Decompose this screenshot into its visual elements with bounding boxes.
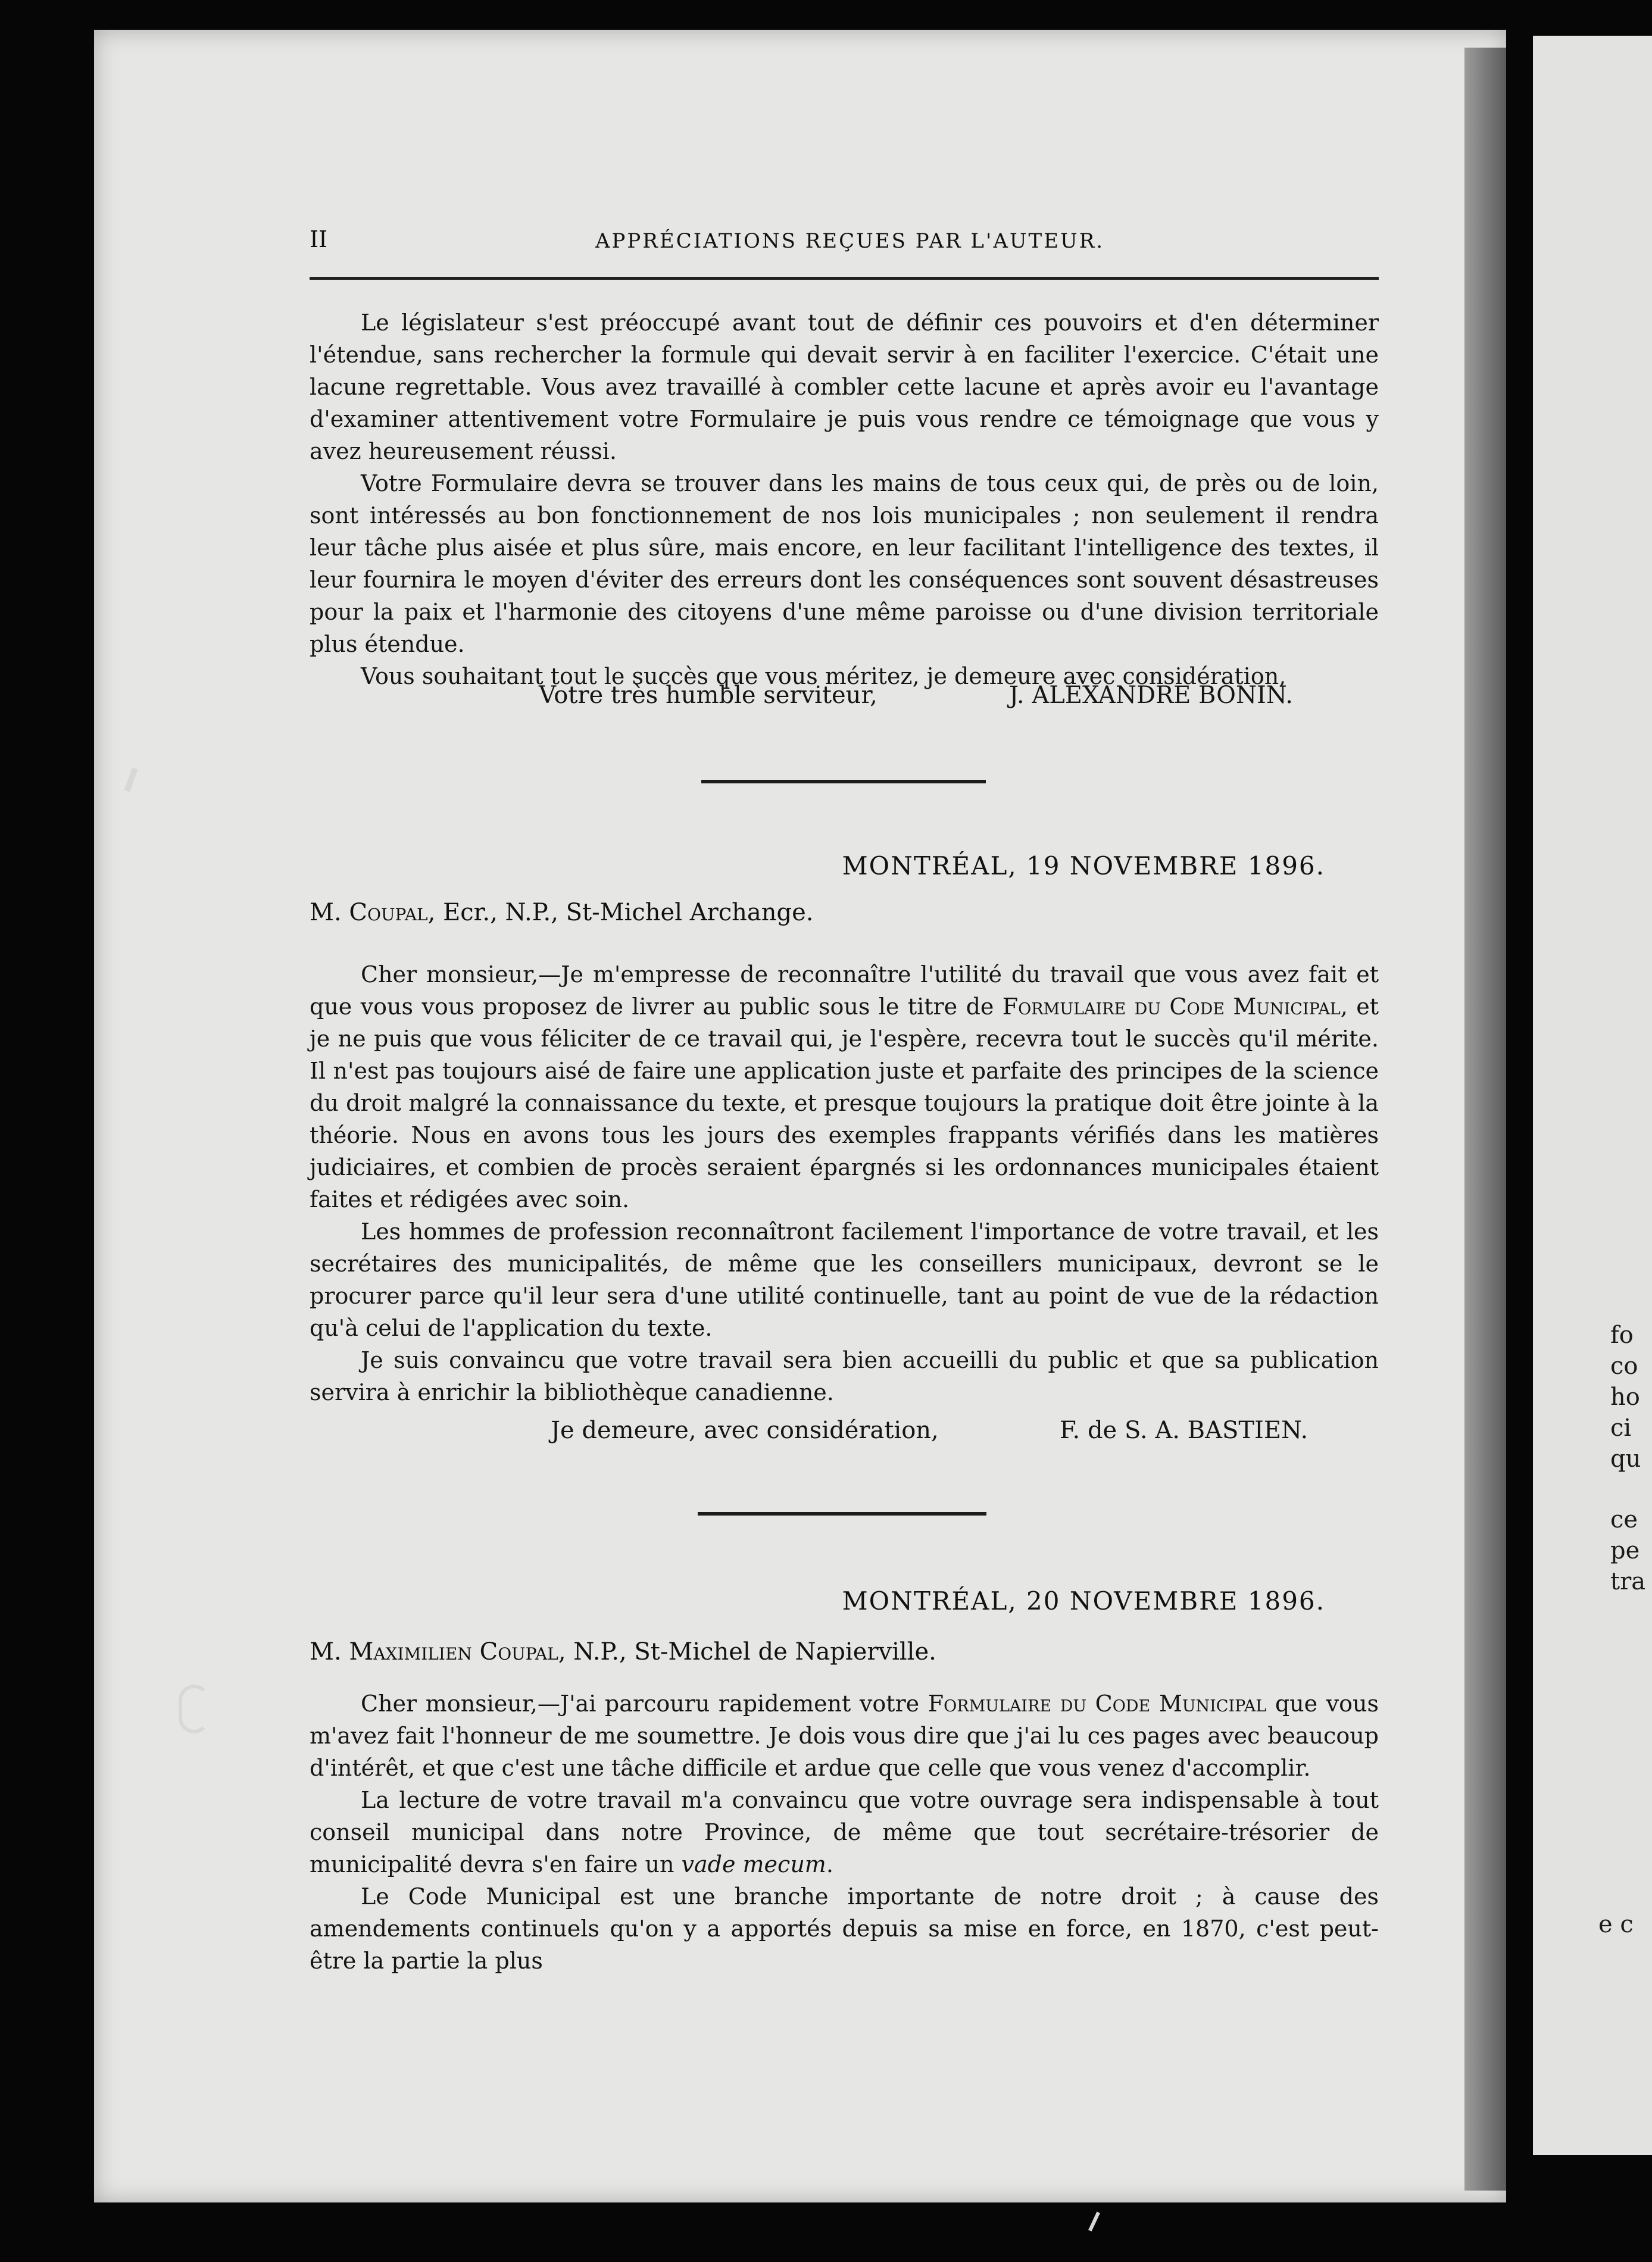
adjacent-page-fragment: ci xyxy=(1610,1414,1632,1442)
paragraph: Vous souhaitant tout le succès que vous méritez, je demeure avec considération, xyxy=(361,663,1286,689)
letter2-dateline-row xyxy=(310,851,1325,887)
header-rule xyxy=(310,277,1379,280)
letter2-closing: Je demeure, avec considération, xyxy=(551,1417,939,1444)
adjacent-page-fragment: pe xyxy=(1610,1537,1640,1564)
addressee-details: , N.P., St-Michel de Napierville. xyxy=(558,1638,936,1666)
adjacent-page-fragment: ce xyxy=(1610,1506,1638,1533)
letter2-body xyxy=(310,958,1379,1408)
letter1-body xyxy=(310,307,1379,692)
paragraph xyxy=(310,1688,1379,1784)
letter2-addressee xyxy=(310,899,814,926)
separator-rule xyxy=(701,780,986,783)
letter2-dateline: MONTRÉAL, 19 NOVEMBRE 1896. xyxy=(842,851,1325,880)
paragraph: Je suis convaincu que votre travail sera bien accueilli du public et que sa publication servira à enrichir la bibliothèque canadienne. xyxy=(310,1347,1379,1405)
page-number: II xyxy=(310,226,328,252)
text-run: Cher monsieur,—Je m'empresse de reconnaître l'utilité du travail que vous avez fait et que vous vous proposez de livrer au public sous le titre de xyxy=(310,961,1379,1020)
italic-term: vade mecum xyxy=(681,1851,826,1877)
text-run: . xyxy=(826,1851,833,1877)
text-run: que vous m'avez fait l'honneur de me soumettre. Je dois vous dire que j'ai lu ces pages avec beaucoup d'intérêt, et que c'est une tâche difficile et ardue que celle que vous venez d'accomplir. xyxy=(310,1691,1379,1781)
separator-rule xyxy=(698,1512,986,1516)
page-edge-shadow xyxy=(1464,48,1506,2191)
adjacent-page xyxy=(1533,36,1652,2155)
adjacent-page-fragment: e c xyxy=(1598,1911,1634,1938)
addressee-details: , Ecr., N.P., St-Michel Archange. xyxy=(427,899,814,926)
paragraph: Les hommes de profession reconnaîtront facilement l'importance de votre travail, et les secrétaires des municipalités, de même que les conseillers municipaux, devront se le procurer parce qu'il leur sera d'une utilité continuelle, tant au point de vue de la rédaction qu'à celui de l'application du texte. xyxy=(310,1219,1379,1341)
paragraph: Votre Formulaire devra se trouver dans les mains de tous ceux qui, de près ou de loin, sont intéressés au bon fonctionnement de nos lois municipales ; non seulement il rendra leur tâche plus aisée et plus sûre, mais encore, en leur facilitant l'intelligence des textes, il leur fournira le moyen d'éviter des erreurs dont les conséquences sont souvent désastreuses pour la paix et l'harmonie des citoyens d'une même paroisse ou d'une division territoriale plus étendue. xyxy=(310,470,1379,657)
addressee-name: Maximilien Coupal xyxy=(349,1638,558,1666)
paragraph: Le législateur s'est préoccupé avant tout de définir ces pouvoirs et d'en déterminer l'étendue, sans rechercher la formule qui devait servir à en faciliter l'exercice. C'était une lacune regrettable. Vous avez travaillé à combler cette lacune et après avoir eu l'avantage d'examiner attentivement votre Formulaire je puis vous rendre ce témoignage que vous y avez heureusement réussi. xyxy=(310,310,1379,464)
letter3-dateline: MONTRÉAL, 20 NOVEMBRE 1896. xyxy=(842,1586,1325,1616)
letter3-dateline-row xyxy=(310,1586,1325,1622)
adjacent-page-fragment: ho xyxy=(1610,1383,1640,1411)
text-run: , et je ne puis que vous féliciter de ce travail qui, je l'espère, recevra tout le succès qu'il mérite. Il n'est pas toujours aisé de faire une application juste et parfaite des principes de la science du droit malgré la connaissance du texte, et presque toujours la pratique doit être jointe à la théorie. Nous en avons tous les jours des exemples frappants vérifiés dans les matières judiciaires, et combien de procès seraient épargnés si les ordonnances municipales étaient faites et rédigées avec soin. xyxy=(310,993,1379,1213)
paragraph xyxy=(310,958,1379,1216)
adjacent-page-fragment: tra xyxy=(1610,1568,1646,1595)
running-head-title: APPRÉCIATIONS REÇUES PAR L'AUTEUR. xyxy=(595,229,1105,253)
addressee-name: Coupal xyxy=(349,899,428,926)
scan-speck xyxy=(1088,2211,1100,2231)
book-title: Formulaire du Code Municipal xyxy=(1002,993,1341,1020)
letter1-signature: J. ALEXANDRE BONIN. xyxy=(1009,682,1293,709)
scan-speck xyxy=(179,1685,210,1733)
text-run: La lecture de votre travail m'a convaincu que votre ouvrage sera indispensable à tout conseil municipal dans notre Province, de même que tout secrétaire-trésorier de municipalité devra s'en faire un xyxy=(310,1787,1379,1877)
letter1-closing: Votre très humble serviteur, xyxy=(539,682,877,709)
letter2-signature: F. de S. A. BASTIEN. xyxy=(1060,1417,1309,1444)
addressee-prefix: M. xyxy=(310,1638,342,1666)
adjacent-page-fragment: co xyxy=(1610,1352,1638,1380)
letter3-body xyxy=(310,1688,1379,1977)
book-title: Formulaire du Code Municipal xyxy=(928,1691,1267,1717)
adjacent-page-fragment: qu xyxy=(1610,1445,1641,1473)
addressee-prefix: M. xyxy=(310,899,342,926)
text-run: Cher monsieur,—J'ai parcouru rapidement votre xyxy=(361,1691,928,1717)
adjacent-page-fragment: fo xyxy=(1610,1321,1634,1349)
letter3-addressee xyxy=(310,1638,936,1666)
paragraph: Le Code Municipal est une branche importante de notre droit ; à cause des amendements continuels qu'on y a apportés depuis sa mise en force, en 1870, c'est peut-être la partie la plus xyxy=(310,1883,1379,1974)
paragraph xyxy=(310,1784,1379,1880)
